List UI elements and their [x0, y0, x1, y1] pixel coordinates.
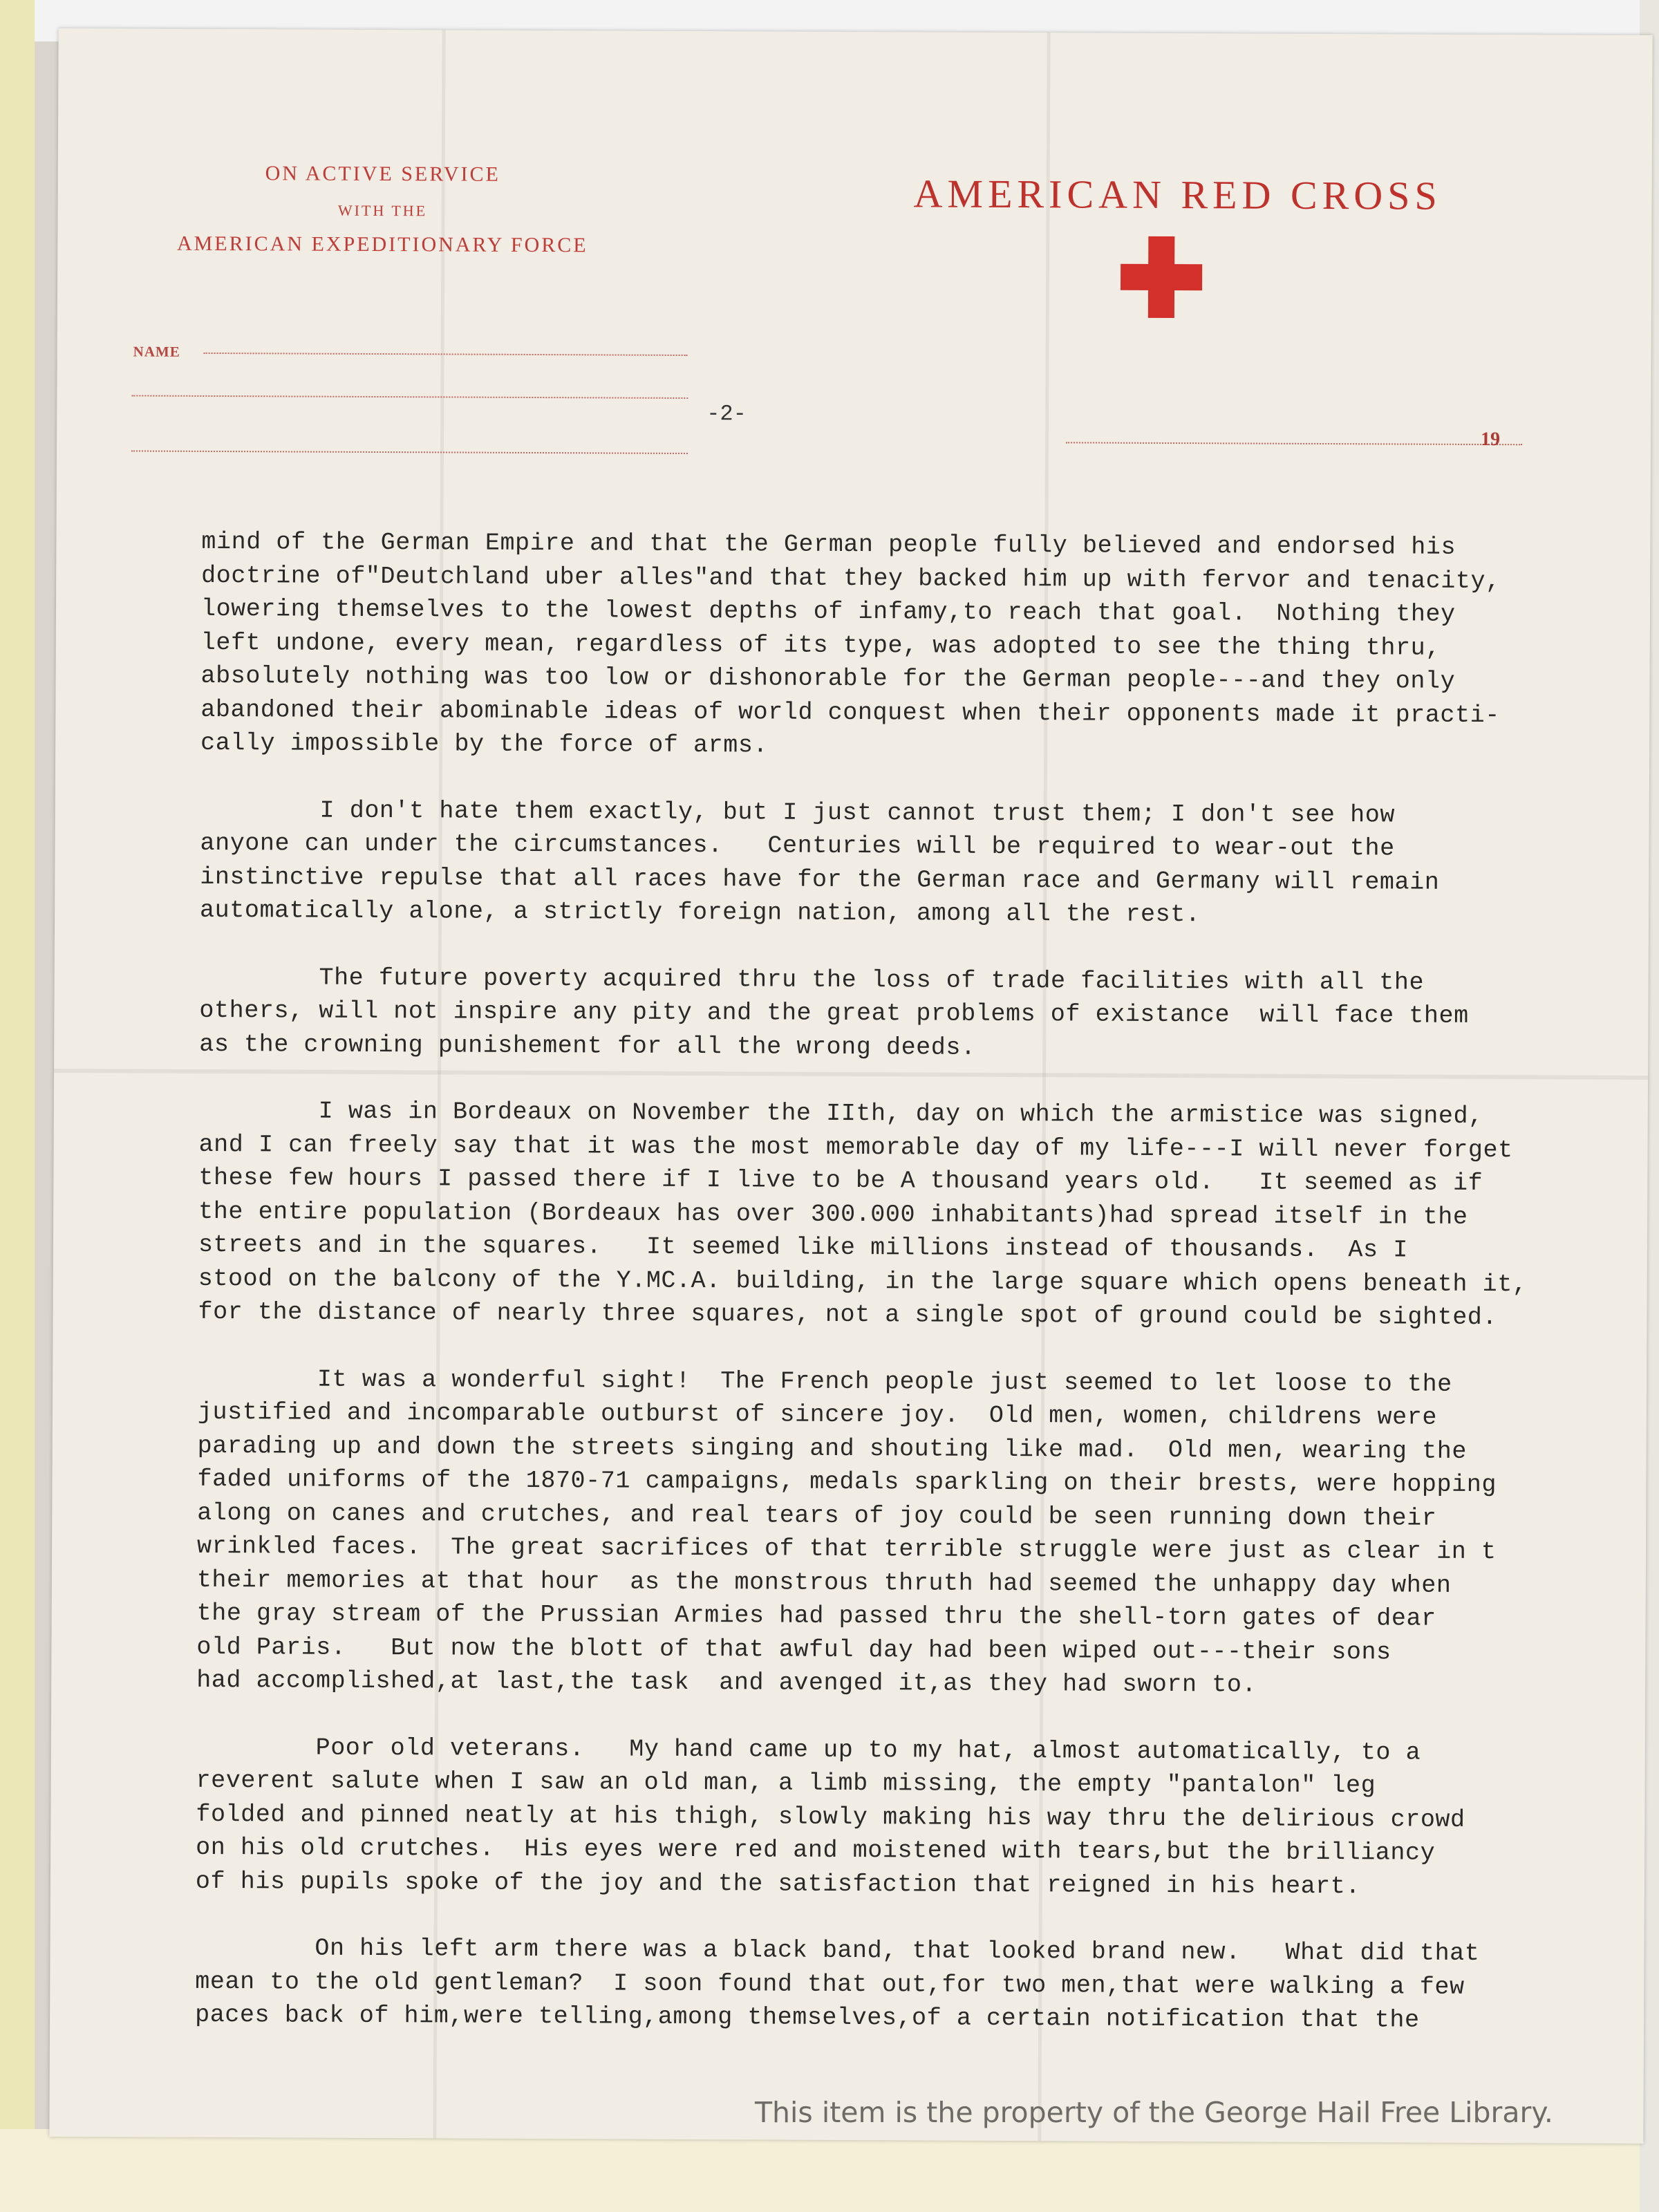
- text-line: as the crowning punishement for all the wrong deeds.: [199, 1030, 976, 1062]
- text-line: reverent salute when I saw an old man, a limb missing, the empty "pantalon" leg: [196, 1766, 1376, 1800]
- paragraph: [200, 793, 1618, 933]
- paragraph: [196, 1730, 1613, 1904]
- text-line: faded uniforms of the 1870-71 campaigns, medals sparkling on their brests, were hopping: [197, 1465, 1497, 1499]
- letter-body: [195, 525, 1618, 2038]
- text-line: paces back of him,were telling,among themselves,of a certain notification that the: [195, 2000, 1420, 2034]
- name-line: [204, 353, 688, 356]
- text-line: mean to the old gentleman? I soon found that out,for two men,that were walking a few: [195, 1967, 1465, 2001]
- text-line: mind of the German Empire and that the German people fully believed and endorsed his: [201, 527, 1456, 561]
- text-line: The future poverty acquired thru the loss of trade facilities with all the: [199, 963, 1425, 997]
- address-line: [131, 450, 688, 454]
- page-number: -2-: [706, 401, 747, 427]
- text-line: lowering themselves to the lowest depths of infamy,to reach that goal. Nothing they: [200, 594, 1456, 628]
- service-line: ON ACTIVE SERVICE: [265, 162, 500, 186]
- text-line: wrinkled faces. The great sacrifices of that terrible struggle were just as clear in t: [196, 1532, 1497, 1566]
- service-line: AMERICAN EXPEDITIONARY FORCE: [176, 232, 588, 257]
- text-line: abandoned their abominable ideas of world conquest when their opponents made it practi-: [200, 695, 1500, 729]
- text-line: instinctive repulse that all races have for the German race and Germany will remain: [200, 863, 1440, 897]
- text-line: and I can freely say that it was the most memorable day of my life---I will never forget: [198, 1130, 1513, 1164]
- text-line: It was a wonderful sight! The French people just seemed to let loose to the: [198, 1365, 1452, 1398]
- text-line: I was in Bordeaux on November the IIth, day on which the armistice was signed,: [198, 1096, 1483, 1130]
- name-label: NAME: [133, 343, 180, 360]
- text-line: had accomplished,at last,the task and avenged it,as they had sworn to.: [196, 1666, 1257, 1699]
- paragraph: [198, 1094, 1615, 1335]
- paragraph: [200, 525, 1618, 766]
- background-left: [0, 0, 35, 2212]
- text-line: on his old crutches. His eyes were red and moistened with tears,but the brilliancy: [196, 1833, 1436, 1867]
- text-line: old Paris. But now the blott of that awful day had been wiped out---their sons: [196, 1633, 1391, 1666]
- text-line: folded and pinned neatly at his thigh, slowly making his way thru the delirious crowd: [196, 1800, 1465, 1834]
- text-line: cally impossible by the force of arms.: [200, 729, 769, 760]
- text-line: doctrine of"Deutchland uber alles"and that they backed him up with fervor and tenacity,: [201, 561, 1501, 595]
- text-line: I don't hate them exactly, but I just cannot trust them; I don't see how: [200, 796, 1396, 829]
- text-line: for the distance of nearly three squares, not a single spot of ground could be sighted.: [198, 1297, 1498, 1332]
- text-line: stood on the balcony of the Y.MC.A. building, in the large square which opens beneath it,: [198, 1264, 1528, 1298]
- text-line: these few hours I passed there if I live to be A thousand years old. It seemed as if: [198, 1163, 1483, 1197]
- text-line: On his left arm there was a black band, that looked brand new. What did that: [195, 1933, 1480, 1967]
- paragraph: [196, 1362, 1615, 1703]
- date-line: [1066, 442, 1522, 445]
- service-line: WITH THE: [337, 201, 428, 220]
- text-line: Poor old veterans. My hand came up to my hat, almost automatically, to a: [196, 1733, 1421, 1767]
- paragraph: [199, 960, 1617, 1067]
- organization-title: AMERICAN RED CROSS: [913, 171, 1442, 218]
- text-line: the gray stream of the Prussian Armies had passed thru the shell-torn gates of dear: [196, 1599, 1436, 1633]
- library-property-note: This item is the property of the George Hail Free Library.: [755, 2096, 1553, 2129]
- text-line: streets and in the squares. It seemed like millions instead of thousands. As I: [198, 1230, 1408, 1264]
- paragraph: [195, 1931, 1613, 2038]
- text-line: their memories at that hour as the monstrous thruth had seemed the unhappy day when: [196, 1566, 1452, 1600]
- text-line: automatically alone, a strictly foreign nation, among all the rest.: [200, 896, 1201, 929]
- text-line: along on canes and crutches, and real tears of joy could be seen running down their: [197, 1499, 1437, 1533]
- text-line: anyone can under the circumstances. Centuries will be required to wear-out the: [200, 829, 1395, 863]
- text-line: others, will not inspire any pity and the great problems of existance will face them: [199, 996, 1469, 1030]
- text-line: parading up and down the streets singing and shouting like mad. Old men, wearing the: [197, 1432, 1468, 1465]
- letter-sheet: [49, 28, 1652, 2144]
- text-line: justified and incomparable outburst of sincere joy. Old men, women, childrens were: [197, 1398, 1438, 1432]
- text-line: left undone, every mean, regardless of its type, was adopted to see the thing thru,: [200, 628, 1441, 662]
- year-prefix: 19: [1481, 428, 1501, 451]
- text-line: of his pupils spoke of the joy and the satisfaction that reigned in his heart.: [195, 1867, 1361, 1900]
- address-line: [131, 395, 688, 399]
- text-line: the entire population (Bordeaux has over 300.000 inhabitants)had spread itself in the: [198, 1197, 1468, 1231]
- text-line: absolutely nothing was too low or dishonorable for the German people---and they only: [200, 662, 1456, 695]
- service-heading: [133, 153, 632, 263]
- red-cross-icon: [1121, 236, 1203, 319]
